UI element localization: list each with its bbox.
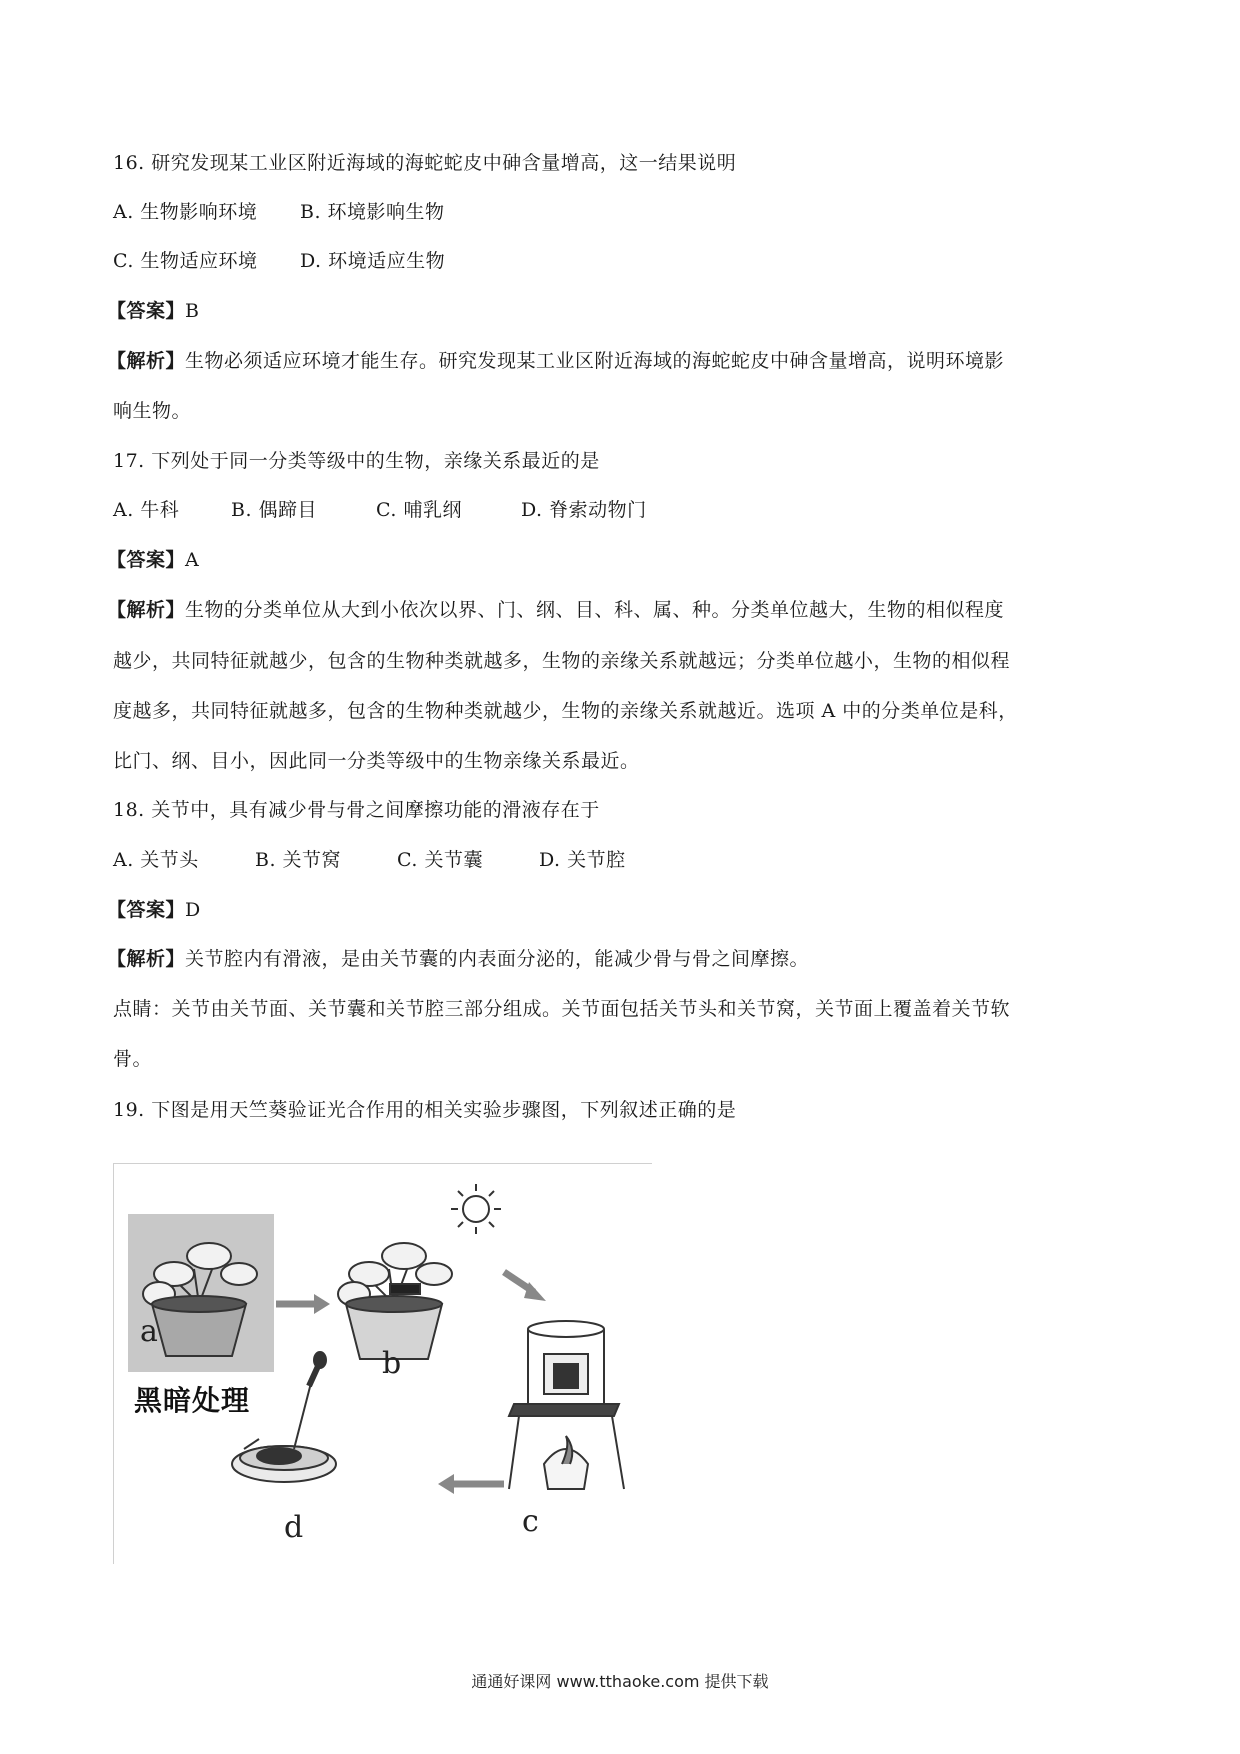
figure-label-a: a <box>140 1314 158 1349</box>
sun-icon <box>451 1184 501 1234</box>
q18-option-b: B. 关节窝 <box>255 849 342 871</box>
q17-option-d: D. 脊索动物门 <box>521 499 647 521</box>
water-bath-icon <box>509 1321 624 1489</box>
analysis-label: 【解析】 <box>107 948 186 970</box>
q17-analysis-line2: 越少，共同特征就越少，包含的生物种类就越多，生物的亲缘关系就越远；分类单位越小，生物的相似程 <box>113 650 1011 672</box>
plant-b-icon <box>338 1243 452 1359</box>
figure-caption: 黑暗处理 <box>134 1384 251 1417</box>
q17-analysis-line3: 度越多，共同特征就越多，包含的生物种类就越少，生物的亲缘关系就越近。选项 A 中的分类单位是科， <box>113 700 1018 722</box>
q18-analysis <box>107 946 809 972</box>
q16-option-a: A. 生物影响环境 <box>113 201 258 223</box>
q16-analysis <box>107 348 1004 374</box>
q17-option-b: B. 偶蹄目 <box>231 499 318 521</box>
q16-option-c: C. 生物适应环境 <box>113 250 258 272</box>
q18-answer <box>107 897 201 923</box>
q17-answer <box>107 547 199 573</box>
figure-label-c: c <box>522 1504 539 1539</box>
q17-analysis <box>107 597 1004 623</box>
q16-options-row2 <box>113 248 445 274</box>
q16-option-d: D. 环境适应生物 <box>300 250 446 272</box>
page-footer: 通通好课网 www.tthaoke.com 提供下载 <box>471 1672 769 1691</box>
q18-option-d: D. 关节腔 <box>539 849 626 871</box>
q17-analysis-line4: 比门、纲、目小，因此同一分类等级中的生物亲缘关系最近。 <box>113 750 640 772</box>
analysis-text: 关节腔内有滑液，是由关节囊的内表面分泌的，能减少骨与骨之间摩擦。 <box>185 948 810 970</box>
answer-value: D <box>185 899 201 921</box>
q18-note-line2: 骨。 <box>113 1048 153 1070</box>
q16-options-row1 <box>113 199 445 225</box>
q17-stem: 17. 下列处于同一分类等级中的生物，亲缘关系最近的是 <box>113 450 600 472</box>
q18-note-line1: 点睛：关节由关节面、关节囊和关节腔三部分组成。关节面包括关节头和关节窝，关节面上覆盖着关节软 <box>113 998 1011 1020</box>
q18-options <box>113 847 626 873</box>
q18-option-c: C. 关节囊 <box>397 849 483 871</box>
analysis-label: 【解析】 <box>107 599 186 621</box>
answer-value: B <box>185 300 200 322</box>
answer-label: 【答案】 <box>107 549 186 571</box>
q16-option-b: B. 环境影响生物 <box>300 201 445 223</box>
q16-stem: 16. 研究发现某工业区附近海域的海蛇蛇皮中砷含量增高，这一结果说明 <box>113 152 737 174</box>
figure-label-b: b <box>382 1346 402 1381</box>
q17-options <box>113 497 647 523</box>
answer-label: 【答案】 <box>107 300 186 322</box>
experiment-figure <box>113 1163 652 1564</box>
figure-label-d: d <box>284 1510 304 1545</box>
analysis-label: 【解析】 <box>107 350 186 372</box>
q19-stem: 19. 下图是用天竺葵验证光合作用的相关实验步骤图，下列叙述正确的是 <box>113 1099 737 1121</box>
analysis-text: 生物的分类单位从大到小依次以界、门、纲、目、科、属、种。分类单位越大，生物的相似程度 <box>185 599 1005 621</box>
answer-label: 【答案】 <box>107 899 186 921</box>
analysis-text: 生物必须适应环境才能生存。研究发现某工业区附近海域的海蛇蛇皮中砷含量增高，说明环境影 <box>185 350 1005 372</box>
q17-option-a: A. 牛科 <box>113 499 180 521</box>
q18-stem: 18. 关节中，具有减少骨与骨之间摩擦功能的滑液存在于 <box>113 799 600 821</box>
q16-analysis-line2: 响生物。 <box>113 400 192 422</box>
answer-value: A <box>185 549 200 571</box>
q16-answer <box>107 298 199 324</box>
q17-option-c: C. 哺乳纲 <box>376 499 462 521</box>
q18-option-a: A. 关节头 <box>113 849 199 871</box>
